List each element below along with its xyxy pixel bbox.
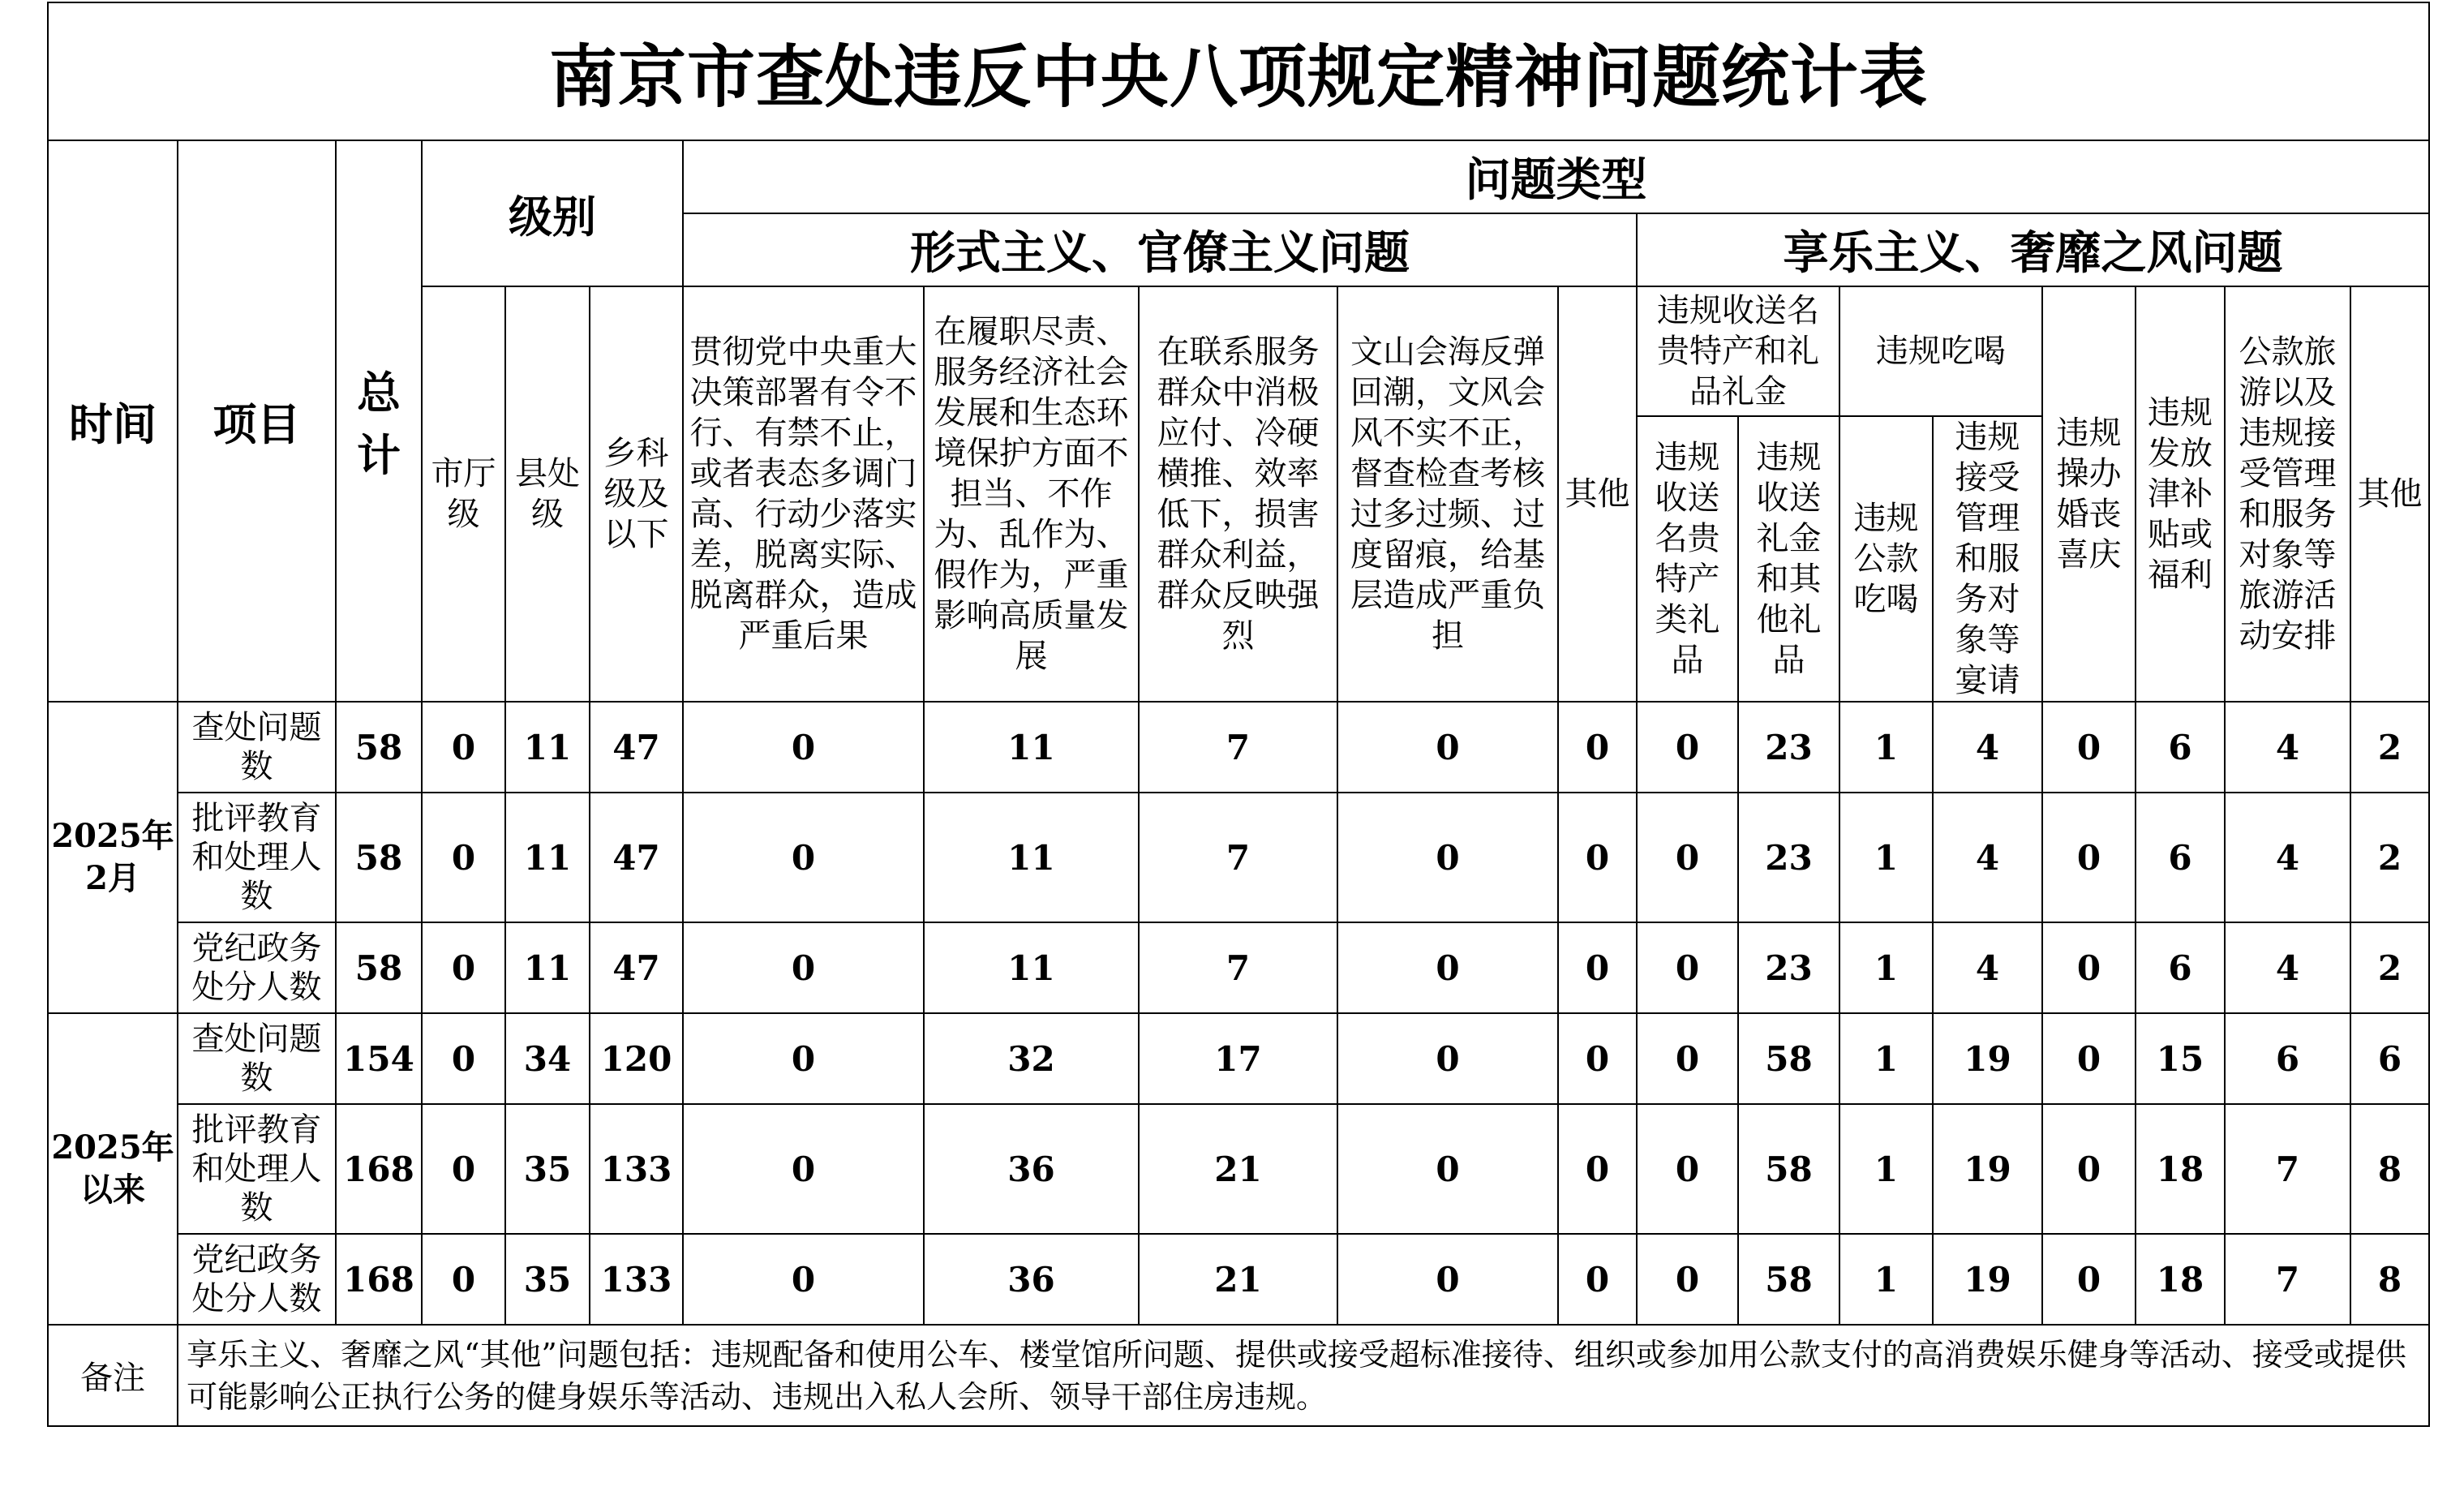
cell-public-travel: 4: [2225, 702, 2350, 793]
row-item-label: 党纪政务处分人数: [178, 922, 336, 1013]
cell-level-township: 47: [590, 922, 683, 1013]
period-label: 2025年2月: [48, 702, 178, 1013]
cell-weddings-funerals: 0: [2042, 922, 2136, 1013]
cell-formalism-duties: 11: [924, 922, 1139, 1013]
cell-dining-public: 1: [1839, 1104, 1933, 1234]
cell-formalism-duties: 36: [924, 1104, 1139, 1234]
cell-weddings-funerals: 0: [2042, 1013, 2136, 1104]
cell-gift-specialty: 0: [1637, 1013, 1738, 1104]
cell-formalism-duties: 36: [924, 1234, 1139, 1325]
data-body: [48, 702, 2429, 1325]
note-label: 备注: [48, 1325, 178, 1426]
header-dining-public: 违规公款吃喝: [1839, 416, 1933, 702]
header-weddings-funerals: 违规操办婚丧喜庆: [2042, 286, 2136, 702]
cell-formalism-meetings: 0: [1337, 793, 1558, 922]
cell-weddings-funerals: 0: [2042, 793, 2136, 922]
cell-public-travel: 6: [2225, 1013, 2350, 1104]
cell-formalism-duties: 32: [924, 1013, 1139, 1104]
cell-level-city: 0: [422, 1104, 505, 1234]
cell-formalism-masses: 21: [1139, 1104, 1337, 1234]
cell-formalism-decisions: 0: [683, 922, 924, 1013]
cell-level-township: 133: [590, 1234, 683, 1325]
header-hedonism-group: 享乐主义、奢靡之风问题: [1637, 213, 2429, 286]
statistics-table: [47, 2, 2430, 1427]
cell-total: 168: [336, 1234, 422, 1325]
cell-allowances: 18: [2136, 1104, 2225, 1234]
cell-level-township: 47: [590, 793, 683, 922]
cell-gift-cash: 23: [1738, 922, 1839, 1013]
cell-dining-banquets: 19: [1933, 1104, 2042, 1234]
cell-dining-banquets: 4: [1933, 702, 2042, 793]
header-allowances: 违规发放津补贴或福利: [2136, 286, 2225, 702]
cell-dining-public: 1: [1839, 702, 1933, 793]
cell-level-county: 11: [505, 793, 590, 922]
cell-level-county: 34: [505, 1013, 590, 1104]
cell-hedonism-other: 6: [2350, 1013, 2429, 1104]
cell-total: 154: [336, 1013, 422, 1104]
row-item-label: 查处问题数: [178, 702, 336, 793]
header-dining-banquets: 违规接受管理和服务对象等宴请: [1933, 416, 2042, 702]
cell-formalism-meetings: 0: [1337, 1104, 1558, 1234]
cell-weddings-funerals: 0: [2042, 1104, 2136, 1234]
cell-level-city: 0: [422, 702, 505, 793]
cell-formalism-other: 0: [1558, 702, 1637, 793]
table-row: [48, 1234, 2429, 1325]
cell-dining-public: 1: [1839, 1234, 1933, 1325]
cell-formalism-duties: 11: [924, 702, 1139, 793]
table-row: [48, 702, 2429, 793]
cell-gift-cash: 58: [1738, 1234, 1839, 1325]
cell-level-township: 133: [590, 1104, 683, 1234]
cell-formalism-meetings: 0: [1337, 922, 1558, 1013]
cell-gift-specialty: 0: [1637, 922, 1738, 1013]
statistics-document: [47, 2, 2428, 1427]
row-item-label: 党纪政务处分人数: [178, 1234, 336, 1325]
cell-gift-specialty: 0: [1637, 1234, 1738, 1325]
page-title: 南京市查处违反中央八项规定精神问题统计表: [48, 2, 2429, 140]
cell-formalism-masses: 7: [1139, 922, 1337, 1013]
header-dining-group: 违规吃喝: [1839, 286, 2042, 416]
cell-total: 58: [336, 702, 422, 793]
note-text: 享乐主义、奢靡之风“其他”问题包括：违规配备和使用公车、楼堂馆所问题、提供或接受超标准接待、组织或参加用公款支付的高消费娱乐健身等活动、接受或提供可能影响公正执行公务的健身娱乐等活动、违规出入私人会所、领导干部住房违规。: [178, 1325, 2429, 1426]
cell-dining-banquets: 4: [1933, 793, 2042, 922]
cell-hedonism-other: 2: [2350, 702, 2429, 793]
cell-gift-specialty: 0: [1637, 793, 1738, 922]
cell-formalism-other: 0: [1558, 1013, 1637, 1104]
cell-total: 58: [336, 793, 422, 922]
cell-allowances: 6: [2136, 793, 2225, 922]
cell-public-travel: 4: [2225, 793, 2350, 922]
header-formalism-other: 其他: [1558, 286, 1637, 702]
table-row: [48, 793, 2429, 922]
header-total: 总计: [336, 140, 422, 702]
cell-level-township: 47: [590, 702, 683, 793]
cell-public-travel: 7: [2225, 1234, 2350, 1325]
cell-weddings-funerals: 0: [2042, 1234, 2136, 1325]
header-time: 时间: [48, 140, 178, 702]
cell-formalism-decisions: 0: [683, 702, 924, 793]
cell-public-travel: 7: [2225, 1104, 2350, 1234]
cell-dining-banquets: 19: [1933, 1234, 2042, 1325]
header-level-city: 市厅级: [422, 286, 505, 702]
cell-allowances: 6: [2136, 702, 2225, 793]
cell-formalism-other: 0: [1558, 1104, 1637, 1234]
table-row: [48, 922, 2429, 1013]
cell-gift-cash: 23: [1738, 793, 1839, 922]
cell-formalism-meetings: 0: [1337, 1013, 1558, 1104]
cell-weddings-funerals: 0: [2042, 702, 2136, 793]
cell-level-county: 11: [505, 702, 590, 793]
cell-formalism-decisions: 0: [683, 1234, 924, 1325]
header-level-group: 级别: [422, 140, 683, 286]
cell-formalism-other: 0: [1558, 793, 1637, 922]
cell-total: 168: [336, 1104, 422, 1234]
header-hedonism-other: 其他: [2350, 286, 2429, 702]
cell-dining-public: 1: [1839, 1013, 1933, 1104]
table-row: [48, 1104, 2429, 1234]
cell-formalism-masses: 7: [1139, 702, 1337, 793]
cell-level-city: 0: [422, 1234, 505, 1325]
cell-formalism-decisions: 0: [683, 793, 924, 922]
header-public-travel: 公款旅游以及违规接受管理和服务对象等旅游活动安排: [2225, 286, 2350, 702]
header-problem-type: 问题类型: [683, 140, 2429, 213]
header-formalism-masses: 在联系服务群众中消极应付、冷硬横推、效率低下，损害群众利益，群众反映强烈: [1139, 286, 1337, 702]
header-gift-specialty: 违规收送名贵特产类礼品: [1637, 416, 1738, 702]
cell-gift-cash: 58: [1738, 1013, 1839, 1104]
cell-formalism-other: 0: [1558, 922, 1637, 1013]
header-formalism-duties: 在履职尽责、服务经济社会发展和生态环境保护方面不担当、不作为、乱作为、假作为，严重影响高质量发展: [924, 286, 1139, 702]
cell-level-city: 0: [422, 793, 505, 922]
cell-gift-cash: 23: [1738, 702, 1839, 793]
table-row: [48, 1013, 2429, 1104]
cell-total: 58: [336, 922, 422, 1013]
cell-formalism-other: 0: [1558, 1234, 1637, 1325]
cell-allowances: 18: [2136, 1234, 2225, 1325]
header-level-county: 县处级: [505, 286, 590, 702]
cell-level-township: 120: [590, 1013, 683, 1104]
header-formalism-meetings: 文山会海反弹回潮，文风会风不实不正，督查检查考核过多过频、过度留痕，给基层造成严重负担: [1337, 286, 1558, 702]
cell-allowances: 6: [2136, 922, 2225, 1013]
cell-formalism-masses: 7: [1139, 793, 1337, 922]
cell-public-travel: 4: [2225, 922, 2350, 1013]
cell-dining-public: 1: [1839, 793, 1933, 922]
cell-hedonism-other: 8: [2350, 1234, 2429, 1325]
row-item-label: 批评教育和处理人数: [178, 1104, 336, 1234]
cell-hedonism-other: 8: [2350, 1104, 2429, 1234]
cell-gift-specialty: 0: [1637, 1104, 1738, 1234]
cell-dining-public: 1: [1839, 922, 1933, 1013]
header-formalism-decisions: 贯彻党中央重大决策部署有令不行、有禁不止，或者表态多调门高、行动少落实差，脱离实际、脱离群众，造成严重后果: [683, 286, 924, 702]
cell-formalism-meetings: 0: [1337, 702, 1558, 793]
cell-level-city: 0: [422, 922, 505, 1013]
cell-formalism-decisions: 0: [683, 1013, 924, 1104]
cell-level-county: 35: [505, 1234, 590, 1325]
header-gift-cash: 违规收送礼金和其他礼品: [1738, 416, 1839, 702]
cell-gift-specialty: 0: [1637, 702, 1738, 793]
row-item-label: 批评教育和处理人数: [178, 793, 336, 922]
cell-gift-cash: 58: [1738, 1104, 1839, 1234]
cell-level-city: 0: [422, 1013, 505, 1104]
header-formalism-group: 形式主义、官僚主义问题: [683, 213, 1637, 286]
header-level-township: 乡科级及以下: [590, 286, 683, 702]
cell-formalism-masses: 21: [1139, 1234, 1337, 1325]
header-gift-group: 违规收送名贵特产和礼品礼金: [1637, 286, 1839, 416]
header-item: 项目: [178, 140, 336, 702]
period-label: 2025年以来: [48, 1013, 178, 1325]
cell-formalism-masses: 17: [1139, 1013, 1337, 1104]
cell-dining-banquets: 4: [1933, 922, 2042, 1013]
cell-allowances: 15: [2136, 1013, 2225, 1104]
cell-formalism-duties: 11: [924, 793, 1139, 922]
cell-hedonism-other: 2: [2350, 922, 2429, 1013]
cell-formalism-decisions: 0: [683, 1104, 924, 1234]
row-item-label: 查处问题数: [178, 1013, 336, 1104]
cell-formalism-meetings: 0: [1337, 1234, 1558, 1325]
cell-level-county: 35: [505, 1104, 590, 1234]
cell-dining-banquets: 19: [1933, 1013, 2042, 1104]
cell-level-county: 11: [505, 922, 590, 1013]
cell-hedonism-other: 2: [2350, 793, 2429, 922]
